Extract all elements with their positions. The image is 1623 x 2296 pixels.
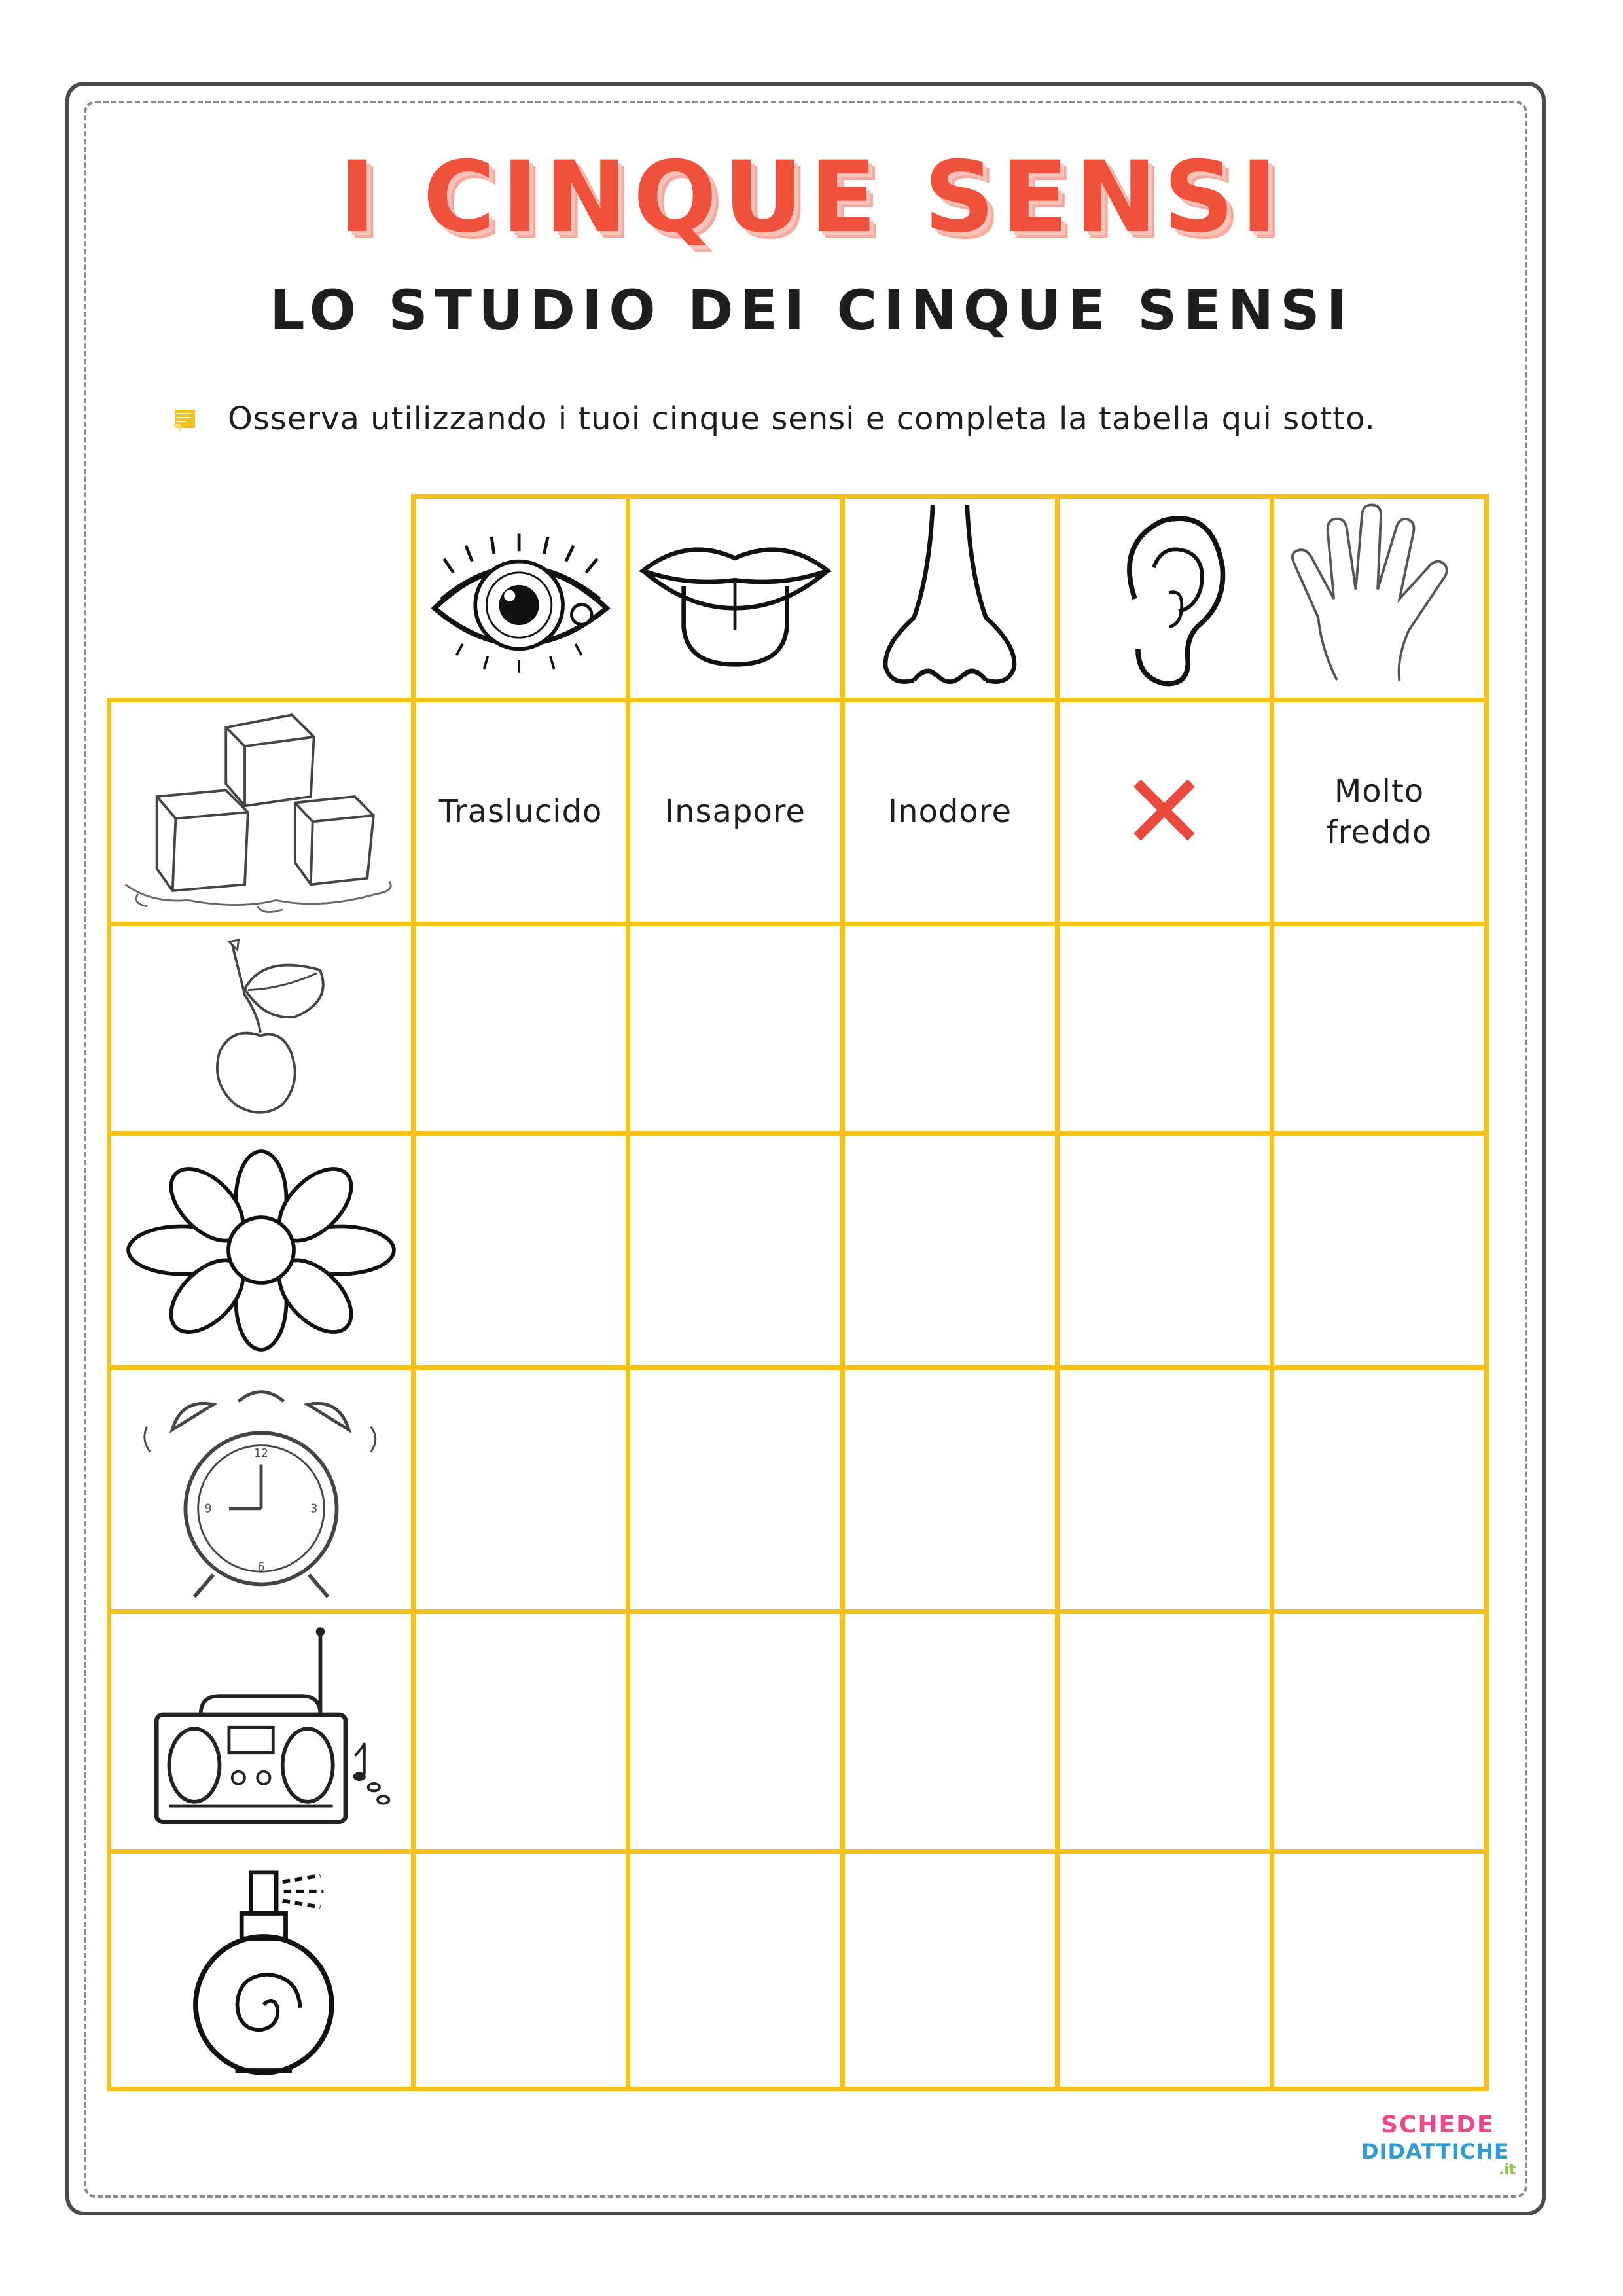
cell-cherry-touch[interactable] [1270,922,1489,1136]
cell-clock-sight[interactable] [411,1365,630,1614]
cell-clock-hearing[interactable] [1055,1365,1274,1614]
cell-flower-hearing[interactable] [1055,1131,1274,1370]
object-cell-ice [107,698,416,926]
cell-perfume-smell[interactable] [840,1849,1060,2091]
logo-line1: SCHEDE [1381,2111,1495,2138]
cherry-icon [111,926,411,1131]
cell-radio-sight[interactable] [411,1609,630,1854]
svg-text:9: 9 [204,1502,212,1516]
cell-radio-taste[interactable] [626,1609,845,1854]
cell-clock-touch[interactable] [1270,1365,1489,1614]
cell-radio-hearing[interactable] [1055,1609,1274,1854]
eye-icon [416,499,626,698]
svg-text:3: 3 [310,1502,318,1516]
alarm-clock-icon [111,1370,411,1609]
cell-flower-touch[interactable] [1270,1131,1489,1370]
perfume-icon [111,1854,411,2087]
cell-radio-touch[interactable] [1270,1609,1489,1854]
cell-ice-taste[interactable]: Insapore [626,698,845,926]
note-bullet-icon [171,404,200,433]
page-title: I CINQUE SENSI [339,141,1284,255]
cell-radio-smell[interactable] [840,1609,1060,1854]
cell-perfume-sight[interactable] [411,1849,630,2091]
schede-didattiche-logo [1361,2106,1531,2178]
cell-perfume-touch[interactable] [1270,1849,1489,2091]
ear-icon [1060,499,1270,698]
cell-flower-sight[interactable] [411,1131,630,1370]
cell-cherry-smell[interactable] [840,922,1060,1136]
sense-header-hearing [1055,494,1274,702]
svg-text:6: 6 [257,1560,265,1574]
object-cell-cherry [107,922,416,1136]
sense-header-smell [840,494,1060,702]
cell-perfume-hearing[interactable] [1055,1849,1274,2091]
radio-icon [111,1614,411,1849]
flower-icon [111,1136,411,1365]
logo-suffix: .it [1499,2162,1516,2178]
logo-line2: DIDATTICHE [1361,2139,1509,2164]
object-cell-clock [107,1365,416,1614]
ice-cubes-icon [111,702,411,922]
object-cell-flower [107,1131,416,1370]
mouth-tongue-icon [630,499,840,698]
cell-clock-taste[interactable] [626,1365,845,1614]
cell-flower-smell[interactable] [840,1131,1060,1370]
sense-header-taste [626,494,845,702]
object-cell-perfume [107,1849,416,2091]
sense-header-sight [411,494,630,702]
cell-cherry-sight[interactable] [411,922,630,1136]
cell-flower-taste[interactable] [626,1131,845,1370]
cell-ice-smell[interactable]: Inodore [840,698,1060,926]
cell-cherry-taste[interactable] [626,922,845,1136]
cell-ice-touch[interactable]: Molto freddo [1270,698,1489,926]
cell-perfume-taste[interactable] [626,1849,845,2091]
instruction-text: Osserva utilizzando i tuoi cinque sensi e completa la tabella qui sotto. [228,401,1376,437]
cell-ice-hearing[interactable]: ✕ [1055,698,1274,926]
cell-ice-sight[interactable]: Traslucido [411,698,630,926]
nose-icon [845,499,1055,698]
page-subtitle: LO STUDIO DEI CINQUE SENSI [270,278,1353,342]
hand-icon [1274,499,1484,698]
cell-clock-smell[interactable] [840,1365,1060,1614]
cell-cherry-hearing[interactable] [1055,922,1274,1136]
sense-header-touch [1270,494,1489,702]
svg-text:12: 12 [253,1446,269,1460]
instruction-line [171,393,1376,445]
object-cell-radio [107,1609,416,1854]
